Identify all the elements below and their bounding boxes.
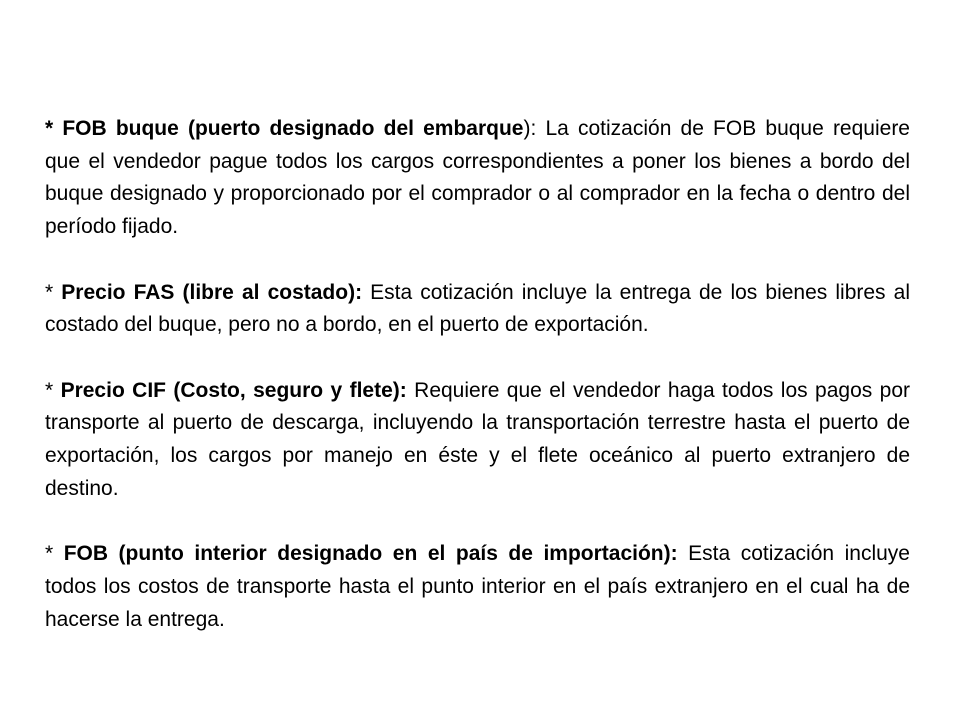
term-fob-punto-interior: FOB (punto interior designado en el país de importación): — [63, 542, 678, 566]
bullet-marker: * — [45, 280, 62, 304]
paragraph-precio-fas — [45, 277, 910, 342]
definition-fob-buque: La cotización de FOB buque requiere que el vendedor pague todos los cargos correspondientes a poner los bienes a bordo del buque designado y proporcionado por el comprador o al comprador en la fecha o dentro del período fijado. — [45, 117, 910, 239]
definition-precio-fas: Esta cotización incluye la entrega de los bienes libres al costado del buque, pero no a bordo, en el puerto de exportación. — [45, 280, 911, 337]
paragraph-fob-buque — [45, 113, 910, 244]
slide-text-body — [45, 113, 910, 636]
paragraph-precio-cif — [45, 375, 910, 506]
bullet-marker: * — [45, 542, 64, 566]
definition-precio-cif: Requiere que el vendedor haga todos los pagos por transporte al puerto de descarga, incluyendo la transportación terrestre hasta el puerto de exportación, los cargos por manejo en éste y el flete oceánico al puerto extranjero de destino. — [45, 378, 910, 500]
term-fob-buque: * FOB buque (puerto designado del embarque — [45, 117, 524, 140]
paragraph-fob-punto-interior — [45, 538, 910, 636]
bullet-marker: * — [45, 378, 61, 402]
term-fob-buque-close: ): — [523, 117, 546, 140]
term-precio-cif: Precio CIF (Costo, seguro y flete): — [60, 378, 407, 402]
definition-fob-punto-interior: Esta cotización incluye todos los costos de transporte hasta el punto interior en el país extranjero en el cual ha de hacerse la entrega. — [45, 542, 910, 631]
term-precio-fas: Precio FAS (libre al costado): — [61, 280, 363, 304]
